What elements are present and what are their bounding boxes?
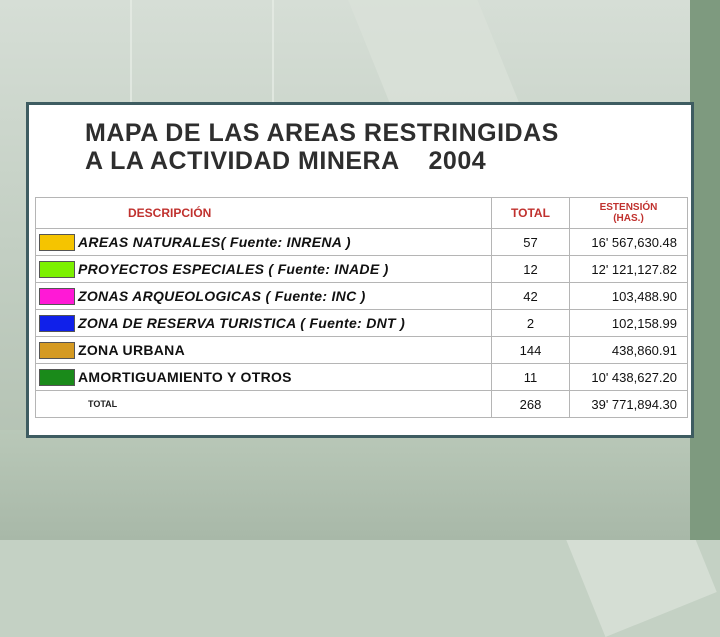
table-row: [36, 310, 688, 337]
row-total: 11: [492, 364, 570, 391]
header-total: TOTAL: [492, 198, 570, 229]
slide-panel: [26, 102, 694, 438]
row-total: 2: [492, 310, 570, 337]
header-description: DESCRIPCIÓN: [36, 198, 492, 229]
table-row: [36, 283, 688, 310]
legend-swatch: [39, 261, 75, 278]
row-label: ZONAS ARQUEOLOGICAS ( Fuente: INC ): [78, 288, 366, 304]
total-label: TOTAL: [36, 391, 492, 418]
row-description: [36, 229, 492, 256]
row-description: [36, 310, 492, 337]
row-total: 12: [492, 256, 570, 283]
legend-swatch: [39, 369, 75, 386]
background-right-strip: [690, 0, 720, 540]
row-total: 144: [492, 337, 570, 364]
header-extension-line2: (HAS.): [613, 213, 644, 224]
row-extension: 16' 567,630.48: [570, 229, 688, 256]
row-label: AMORTIGUAMIENTO Y OTROS: [78, 369, 292, 385]
table-total-row: [36, 391, 688, 418]
row-total: 42: [492, 283, 570, 310]
row-extension: 438,860.91: [570, 337, 688, 364]
row-label: ZONA URBANA: [78, 342, 185, 358]
row-description: [36, 283, 492, 310]
slide-title: MAPA DE LAS AREAS RESTRINGIDAS A LA ACTIVIDAD MINERA 2004: [85, 119, 559, 175]
table-row: [36, 256, 688, 283]
total-extension: 39' 771,894.30: [570, 391, 688, 418]
legend-swatch: [39, 234, 75, 251]
row-description: [36, 337, 492, 364]
restricted-areas-table: [35, 197, 688, 418]
table-row: [36, 364, 688, 391]
legend-swatch: [39, 288, 75, 305]
row-extension: 12' 121,127.82: [570, 256, 688, 283]
table-row: [36, 229, 688, 256]
row-total: 57: [492, 229, 570, 256]
row-label: ZONA DE RESERVA TURISTICA ( Fuente: DNT ): [78, 315, 406, 331]
row-label: AREAS NATURALES( Fuente: INRENA ): [78, 234, 351, 250]
row-extension: 10' 438,627.20: [570, 364, 688, 391]
table-row: [36, 337, 688, 364]
total-count: 268: [492, 391, 570, 418]
background-bottom: [0, 430, 720, 540]
row-extension: 103,488.90: [570, 283, 688, 310]
legend-swatch: [39, 342, 75, 359]
header-extension: [570, 198, 688, 229]
row-description: [36, 364, 492, 391]
row-label: PROYECTOS ESPECIALES ( Fuente: INADE ): [78, 261, 389, 277]
legend-swatch: [39, 315, 75, 332]
table-header-row: [36, 198, 688, 229]
header-extension-line1: ESTENSIÓN: [599, 202, 658, 213]
row-description: [36, 256, 492, 283]
row-extension: 102,158.99: [570, 310, 688, 337]
